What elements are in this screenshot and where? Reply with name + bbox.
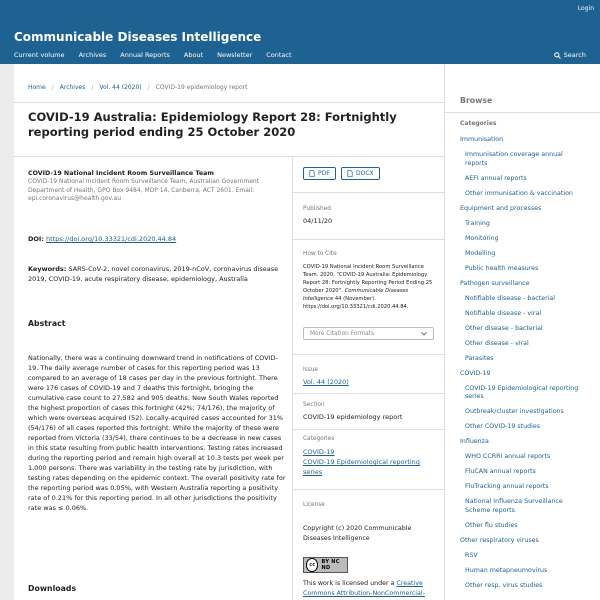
keywords-row	[28, 264, 283, 284]
citation-journal: Communicable Diseases Intelligence	[303, 288, 409, 302]
search-icon	[554, 52, 561, 59]
downloads-heading: Downloads	[28, 584, 77, 593]
sidebar-category-item[interactable]: Public health measures	[465, 264, 539, 272]
category-link-epi-series[interactable]: COVID-19 Epidemiological reporting series	[303, 458, 420, 476]
divider	[293, 354, 444, 355]
column-divider	[292, 156, 293, 600]
categories-heading: Categories	[460, 120, 497, 127]
divider	[14, 156, 444, 157]
keywords-label: Keywords:	[28, 265, 67, 273]
sidebar-category-item[interactable]: Other respiratory viruses	[460, 536, 539, 544]
search-label: Search	[563, 51, 586, 59]
sidebar-category-item[interactable]: FluCAN annual reports	[465, 468, 536, 475]
nav-newsletter[interactable]: Newsletter	[217, 51, 253, 59]
sidebar-category-item[interactable]: Other resp. virus studies	[465, 581, 543, 589]
chevron-down-icon	[421, 332, 427, 336]
divider	[293, 429, 444, 430]
file-icon	[347, 170, 353, 177]
sidebar-category-item[interactable]: Outbreak/cluster investigations	[465, 408, 564, 415]
author-block	[28, 170, 283, 204]
divider	[293, 489, 444, 490]
divider	[293, 192, 444, 193]
breadcrumb-separator: /	[91, 84, 94, 91]
doi-row	[28, 235, 176, 243]
sidebar-category-item[interactable]: Parasites	[465, 354, 494, 362]
section-label: Section	[303, 402, 325, 408]
issue-link[interactable]: Vol. 44 (2020)	[303, 378, 349, 386]
sidebar-category-item[interactable]: Equipment and processes	[460, 204, 542, 212]
sidebar-category-item[interactable]: COVID-19 Epidemiological reporting series	[465, 384, 579, 400]
breadcrumb-current: COVID-19 epidemiology report	[155, 84, 248, 91]
category-link-covid19[interactable]: COVID-19	[303, 448, 335, 456]
category-list	[460, 136, 598, 597]
sidebar-category-item[interactable]: WHO CCRRI annual reports	[465, 453, 551, 460]
breadcrumb-separator: /	[51, 84, 54, 91]
search-link[interactable]	[554, 51, 586, 59]
breadcrumb	[28, 84, 247, 91]
sidebar-category-item[interactable]: Modelling	[465, 249, 496, 257]
sidebar-category-item[interactable]: Other flu studies	[465, 521, 518, 529]
breadcrumb-archives[interactable]: Archives	[59, 84, 86, 91]
cc-badge-label: BY NC ND	[321, 559, 340, 571]
citation-part: 44 (November). https://doi.org/10.33321/cdi.2020.44.84.	[303, 296, 409, 310]
main-nav	[14, 51, 292, 59]
issue-label: Issue	[303, 367, 318, 373]
author-name: COVID-19 National Incident Room Surveillance Team	[28, 170, 214, 177]
breadcrumb-separator: /	[147, 84, 150, 91]
cc-icon: cc	[306, 558, 318, 572]
nav-contact[interactable]: Contact	[266, 51, 292, 59]
sidebar-category-item[interactable]: AEFI annual reports	[465, 174, 527, 182]
divider	[293, 239, 444, 240]
sidebar-category-item[interactable]: Influenza	[460, 438, 489, 445]
license-label: License	[303, 502, 325, 508]
author-affiliation: COVID-19 National Incident Room Surveillance Team, Australian Government Department of Health, GPO Box 9484, MDP 14, Canberra, ACT 2601. Email: epi.coronavirus@health.gov.au	[28, 178, 260, 202]
abstract-heading: Abstract	[28, 319, 66, 328]
nav-annual-reports[interactable]: Annual Reports	[120, 51, 170, 59]
license-link[interactable]: Creative Commons Attribution-NonCommercial-	[303, 580, 425, 597]
citation-formats-label: More Citation Formats	[310, 330, 375, 337]
docx-button[interactable]	[341, 167, 380, 180]
sidebar-category-item[interactable]: Other immunisation & vaccination	[465, 189, 573, 197]
sidebar-category-item[interactable]: Immunisation coverage annual reports	[465, 151, 563, 167]
published-label: Published	[303, 206, 331, 212]
divider	[293, 393, 444, 394]
sidebar-category-item[interactable]: FluTracking annual reports	[465, 483, 549, 490]
sidebar-category-item[interactable]: Pathogen surveillance	[460, 279, 530, 287]
breadcrumb-home[interactable]: Home	[28, 84, 46, 91]
doi-link[interactable]: https://doi.org/10.33321/cdi.2020.44.84	[46, 235, 177, 243]
sidebar-category-item[interactable]: Training	[465, 219, 490, 227]
nav-current-volume[interactable]: Current volume	[14, 51, 65, 59]
site-title[interactable]: Communicable Diseases Intelligence	[14, 30, 262, 44]
sidebar-category-item[interactable]: National Influenza Surveillance Scheme reports	[465, 498, 563, 514]
nav-about[interactable]: About	[183, 51, 204, 59]
article-main	[14, 64, 444, 600]
pdf-button[interactable]	[303, 167, 336, 180]
citation-text	[303, 263, 433, 311]
file-icon	[309, 170, 315, 177]
citation-formats-dropdown[interactable]	[303, 327, 434, 340]
section-value: COVID-19 epidemiology report	[303, 413, 403, 421]
nav-archives[interactable]: Archives	[78, 51, 107, 59]
login-link[interactable]: Login	[577, 5, 594, 12]
sidebar-category-item[interactable]: Other disease - viral	[465, 339, 529, 347]
keywords-text: SARS-CoV-2, novel coronavirus, 2019-nCoV, coronavirus disease 2019, COVID-19, acute respiratory disease, epidemiology, Australia	[28, 265, 279, 283]
breadcrumb-volume[interactable]: Vol. 44 (2020)	[99, 84, 142, 91]
license-copyright: Copyright (c) 2020 Communicable Diseases Intelligence	[303, 525, 412, 542]
docx-label: DOCX	[356, 170, 374, 177]
sidebar-category-item[interactable]: Monitoring	[465, 234, 499, 242]
sidebar-category-item[interactable]: Other disease - bacterial	[465, 324, 543, 332]
site-header	[0, 0, 600, 64]
license-statement-text: This work is licensed under a	[303, 580, 395, 587]
abstract-text: Nationally, there was a continuing downward trend in notifications of COVID-19. The daily average number of cases for this reporting period was 13 compared to an average of 18 cases per day in the previous fortnight. There were 176 cases of COVID-19 and 7 deaths this fortnight, bringing the cumulative case count to 27,582 and 905 deaths. New South Wales reported the highest proportion of cases this fortnight (42%; 74/176), the majority of which were overseas acquired (52). Locally-acquired cases accounted for 31% (54/176) of all cases reported this fortnight. While the majority of these were reported from Victoria (33/54), there continues to be a decrease in new cases in this state resulting from public health interventions. Testing rates increased during the reporting period and remain high overall at 10.3 tests per week per 1,000 persons. There was variability in the testing rate by jurisdiction, with testing rates depending on the epidemic context. The overall positivity rate for the reporting period was 0.05%, with Western Australia reporting a positivity rate of 0.21% for this reporting period. In all other jurisdictions the positivity rate was ≤ 0.06%.	[28, 354, 286, 512]
sidebar-category-item[interactable]: RSV	[465, 551, 478, 559]
sidebar-category-item[interactable]: Human metapneumovirus	[465, 566, 548, 574]
sidebar-category-item[interactable]: COVID-19	[460, 369, 491, 377]
sidebar-category-item[interactable]: Notifiable disease - viral	[465, 309, 542, 317]
browse-heading: Browse	[460, 96, 493, 105]
doi-label: DOI:	[28, 235, 44, 243]
categories-label: Categories	[303, 436, 335, 442]
cc-license-badge[interactable]	[303, 557, 348, 573]
sidebar-category-item[interactable]: Immunisation	[460, 136, 504, 143]
sidebar	[444, 64, 600, 600]
sidebar-category-item[interactable]: Other COVID-19 studies	[465, 423, 541, 430]
sidebar-category-item[interactable]: Notifiable disease - bacterial	[465, 294, 556, 302]
cite-label: How to Cite	[303, 251, 337, 257]
page-title: COVID-19 Australia: Epidemiology Report 28: Fortnightly reporting period ending 25 October 2020	[28, 110, 397, 139]
citation-part: COVID-19 National Incident Room Surveillance Team. 2020. “COVID-19 Australia: Epidemiology Report 28: Fortnightly Reporting Period Ending 25 October 2020”.	[303, 264, 433, 294]
divider	[14, 102, 444, 103]
published-date: 04/11/20	[303, 217, 333, 225]
pdf-label: PDF	[318, 170, 330, 177]
license-statement	[303, 579, 433, 599]
divider	[445, 112, 600, 113]
